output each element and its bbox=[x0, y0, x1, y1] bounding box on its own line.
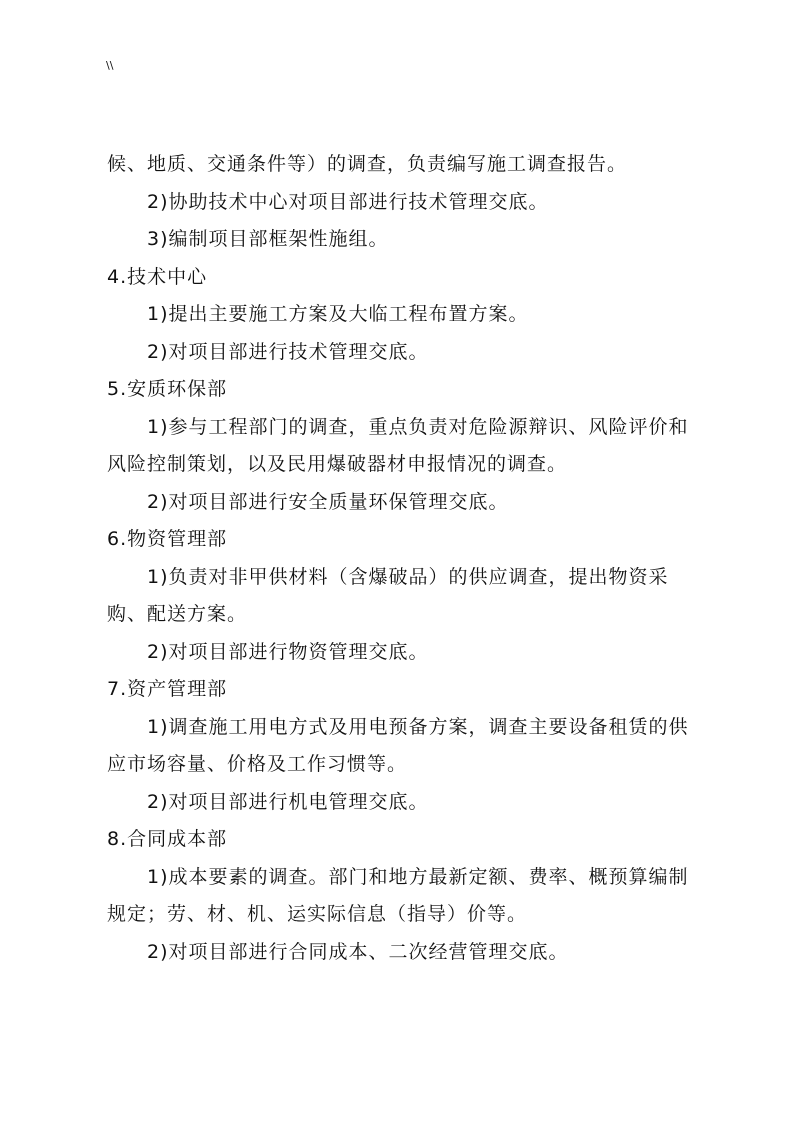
section-heading: 6.物资管理部 bbox=[107, 528, 228, 550]
list-item: 1)负责对非甲供材料（含爆破品）的供应调查，提出物资采购、配送方案。 bbox=[107, 565, 669, 625]
list-item: 3)编制项目部框架性施组。 bbox=[147, 228, 389, 250]
list-item: 1)调查施工用电方式及用电预备方案，调查主要设备租赁的供应市场容量、价格及工作习惯等。 bbox=[107, 715, 689, 775]
list-item: 2)对项目部进行物资管理交底。 bbox=[147, 640, 429, 663]
list-item: 2)对项目部进行安全质量环保管理交底。 bbox=[147, 490, 509, 513]
list-item: 2)协助技术中心对项目部进行技术管理交底。 bbox=[147, 190, 549, 213]
list-item: 1)参与工程部门的调查，重点负责对危险源辩识、风险评价和风险控制策划，以及民用爆破器材申报情况的调查。 bbox=[107, 415, 689, 475]
header-mark: \\ bbox=[106, 59, 114, 72]
list-item: 1)提出主要施工方案及大临工程布置方案。 bbox=[147, 303, 529, 325]
section-heading: 5.安质环保部 bbox=[107, 378, 228, 400]
section-heading: 7.资产管理部 bbox=[107, 678, 228, 700]
section-heading: 4.技术中心 bbox=[107, 265, 208, 288]
list-item: 2)对项目部进行合同成本、二次经营管理交底。 bbox=[147, 940, 569, 963]
list-item: 2)对项目部进行技术管理交底。 bbox=[147, 340, 429, 363]
list-item: 2)对项目部进行机电管理交底。 bbox=[147, 790, 429, 813]
paragraph-continuation: 候、地质、交通条件等）的调查，负责编写施工调查报告。 bbox=[107, 153, 628, 175]
section-heading: 8.合同成本部 bbox=[107, 828, 228, 850]
list-item: 1)成本要素的调查。部门和地方最新定额、费率、概预算编制规定；劳、材、机、运实际信息（指导）价等。 bbox=[107, 865, 689, 925]
document-body bbox=[107, 146, 701, 971]
